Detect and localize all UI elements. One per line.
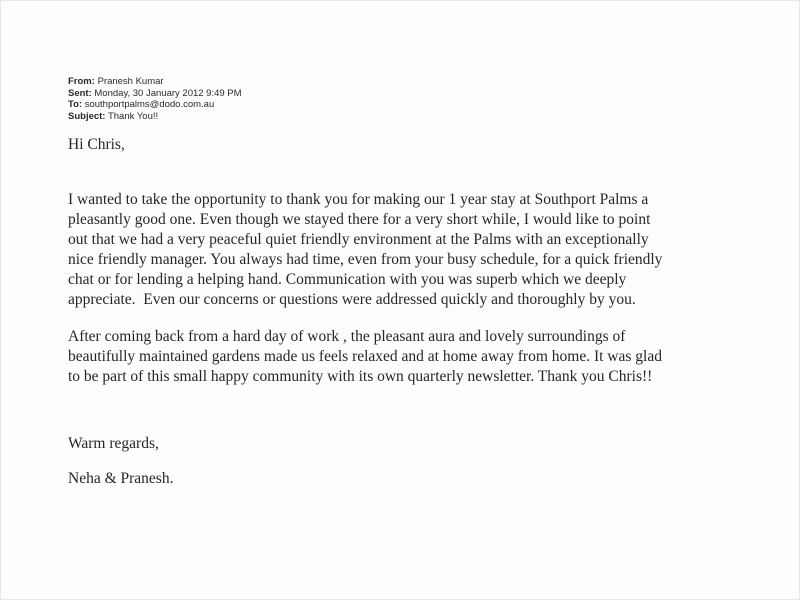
paragraph-1-line: pleasantly good one. Even though we stayed there for a very short while, I would like to point: [68, 211, 651, 228]
to-value: southportpalms@dodo.com.au: [84, 99, 215, 110]
paragraph-1-line: nice friendly manager. You always had time, even from your busy schedule, for a quick friendly: [68, 251, 663, 268]
signature: Neha & Pranesh.: [68, 470, 174, 487]
email-header: [68, 76, 242, 122]
sent-row: [68, 88, 242, 100]
subject-label: Subject:: [68, 110, 106, 122]
paragraph-1-line: chat or for lending a helping hand. Communication with you was superb which we deeply: [68, 271, 627, 288]
to-label: To:: [68, 99, 83, 110]
greeting: Hi Chris,: [68, 136, 125, 153]
to-row: [68, 99, 242, 111]
from-value: Pranesh Kumar: [97, 76, 164, 87]
paragraph-1-line: out that we had a very peaceful quiet friendly environment at the Palms with an exceptionally: [68, 231, 649, 248]
paragraph-2-line: After coming back from a hard day of work , the pleasant aura and lovely surroundings of: [68, 328, 626, 345]
paragraph-2: [68, 327, 768, 387]
closing: Warm regards,: [68, 435, 159, 452]
paragraph-1: [68, 190, 768, 310]
sent-value: Monday, 30 January 2012 9:49 PM: [94, 87, 242, 99]
paragraph-2-line: beautifully maintained gardens made us feels relaxed and at home away from home. It was glad: [68, 348, 662, 365]
sent-label: Sent:: [68, 87, 92, 99]
from-label: From:: [68, 76, 95, 87]
paragraph-2-line: to be part of this small happy community with its own quarterly newsletter. Thank you Chris!!: [68, 368, 653, 385]
paragraph-1-line: I wanted to take the opportunity to thank you for making our 1 year stay at Southport Palms a: [68, 191, 649, 208]
subject-row: [68, 111, 242, 123]
from-row: [68, 76, 242, 88]
paragraph-1-line: appreciate. Even our concerns or questions were addressed quickly and thoroughly by you.: [68, 291, 636, 308]
subject-value: Thank You!!: [107, 110, 159, 122]
